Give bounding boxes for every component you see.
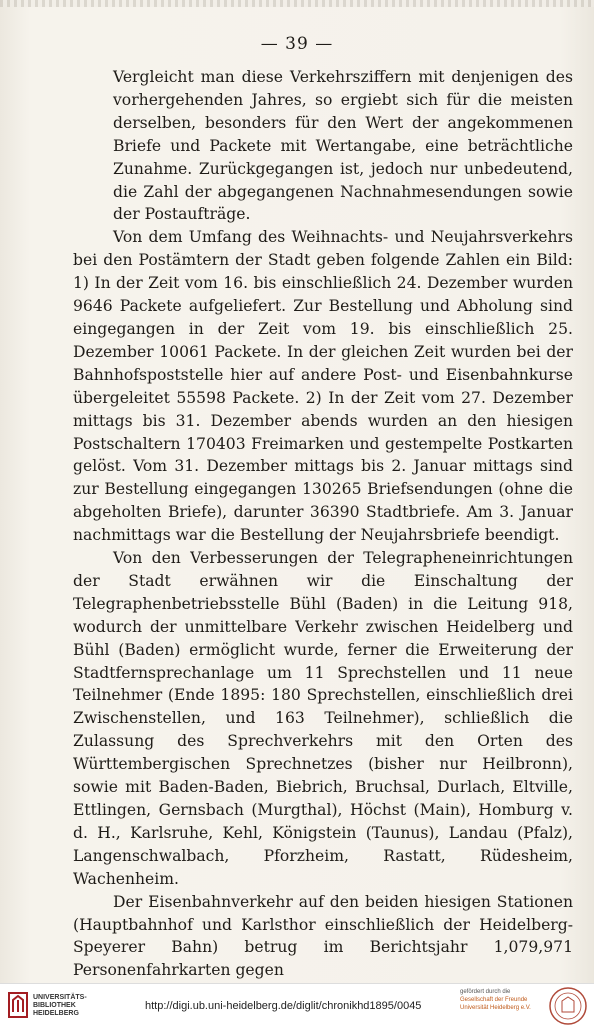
library-name [33, 994, 87, 1018]
paragraph-traffic-figures: Vergleicht man diese Verkehrsziffern mit denjenigen des vorhergehenden Jahres, so ergiebt sich für die meisten derselben, besonders für den Wert der angekommenen Briefe und Packete mit Wertangabe, eine beträchtliche Zunahme. Zurückgegangen ist, jedoch nur unbedeutend, die Zahl der abgegangenen Nachnahmesendungen sowie der Postaufträge. [113, 68, 573, 224]
permalink-url[interactable]: http://digi.ub.uni-heidelberg.de/diglit/chronikhd1895/0045 [145, 1000, 422, 1012]
viewer-footer [0, 983, 594, 1028]
document-body [73, 66, 573, 982]
university-seal-icon [548, 986, 588, 1026]
library-name-line: BIBLIOTHEK [33, 1002, 76, 1009]
paragraph-christmas-newyear-traffic: Von dem Umfang des Weihnachts- und Neujahrsverkehrs bei den Postämtern der Stadt geben folgende Zahlen ein Bild: 1) In der Zeit vom 16. bis einschließlich 24. Dezember wurden 9646 Packete aufgeliefert. Zur Bestellung und Abholung sind eingegangen in der Zeit vom 19. bis einschließlich 25. Dezember 10061 Packete. In der gleichen Zeit wurden bei der Bahnhofspoststelle hier auf andere Post- und Eisenbahnkurse übergeleitet 55598 Packete. 2) In der Zeit vom 27. Dezember mittags bis 31. Dezember abends wurden an den hiesigen Postschaltern 170403 Freimarken und gestempelte Postkarten gelöst. Vom 31. Dezember mittags bis 2. Januar mittags sind zur Bestellung eingegangen 130265 Briefsendungen (ohne die abgeholten Briefe), darunter 36390 Stadtbriefe. Am 3. Januar nachmittags war die Bestellung der Neujahrsbriefe beendigt. [73, 228, 573, 545]
library-name-line: HEIDELBERG [33, 1010, 79, 1017]
sponsor-text [460, 988, 531, 1012]
sponsor-line: gefördert durch die [460, 989, 511, 995]
scan-edge [0, 0, 594, 7]
sponsor-line: Gesellschaft der Freunde [460, 997, 528, 1003]
sponsor-line: Universität Heidelberg e.V. [460, 1005, 531, 1011]
library-name-line: UNIVERSITÄTS- [33, 994, 87, 1001]
university-library-logo-icon[interactable] [8, 992, 28, 1018]
paragraph-telegraph-improvements: Von den Verbesserungen der Telegrapheneinrichtungen der Stadt erwähnen wir die Einschaltung der Telegraphenbetriebsstelle Bühl (Baden) in die Leitung 918, wodurch der unmittelbare Verkehr zwischen Heidelberg und Bühl (Baden) ermöglicht wurde, ferner die Erweiterung der Stadtfernsprechanlage um 11 Sprechstellen und 11 neue Teilnehmer (Ende 1895: 180 Sprechstellen, einschließlich drei Zwischenstellen, und 163 Teilnehmer), schließlich die Zulassung des Sprechverkehrs mit den Orten des Württembergischen Sprechnetzes (bisher nur Heilbronn), sowie mit Baden-Baden, Biebrich, Bruchsal, Durlach, Eltville, Ettlingen, Gernsbach (Murgthal), Höchst (Main), Homburg v. d. H., Karlsruhe, Kehl, Königstein (Taunus), Landau (Pfalz), Langenschwalbach, Pforzheim, Rastatt, Rüdesheim, Wachenheim. [73, 549, 573, 888]
paragraph-railway-traffic: Der Eisenbahnverkehr auf den beiden hiesigen Stationen (Hauptbahnhof und Karlsthor einschließlich der Heidelberg-Speyerer Bahn) betrug im Berichtsjahr 1,079,971 Personenfahrkarten gegen [73, 892, 573, 980]
page-number: — 39 — [260, 34, 334, 54]
